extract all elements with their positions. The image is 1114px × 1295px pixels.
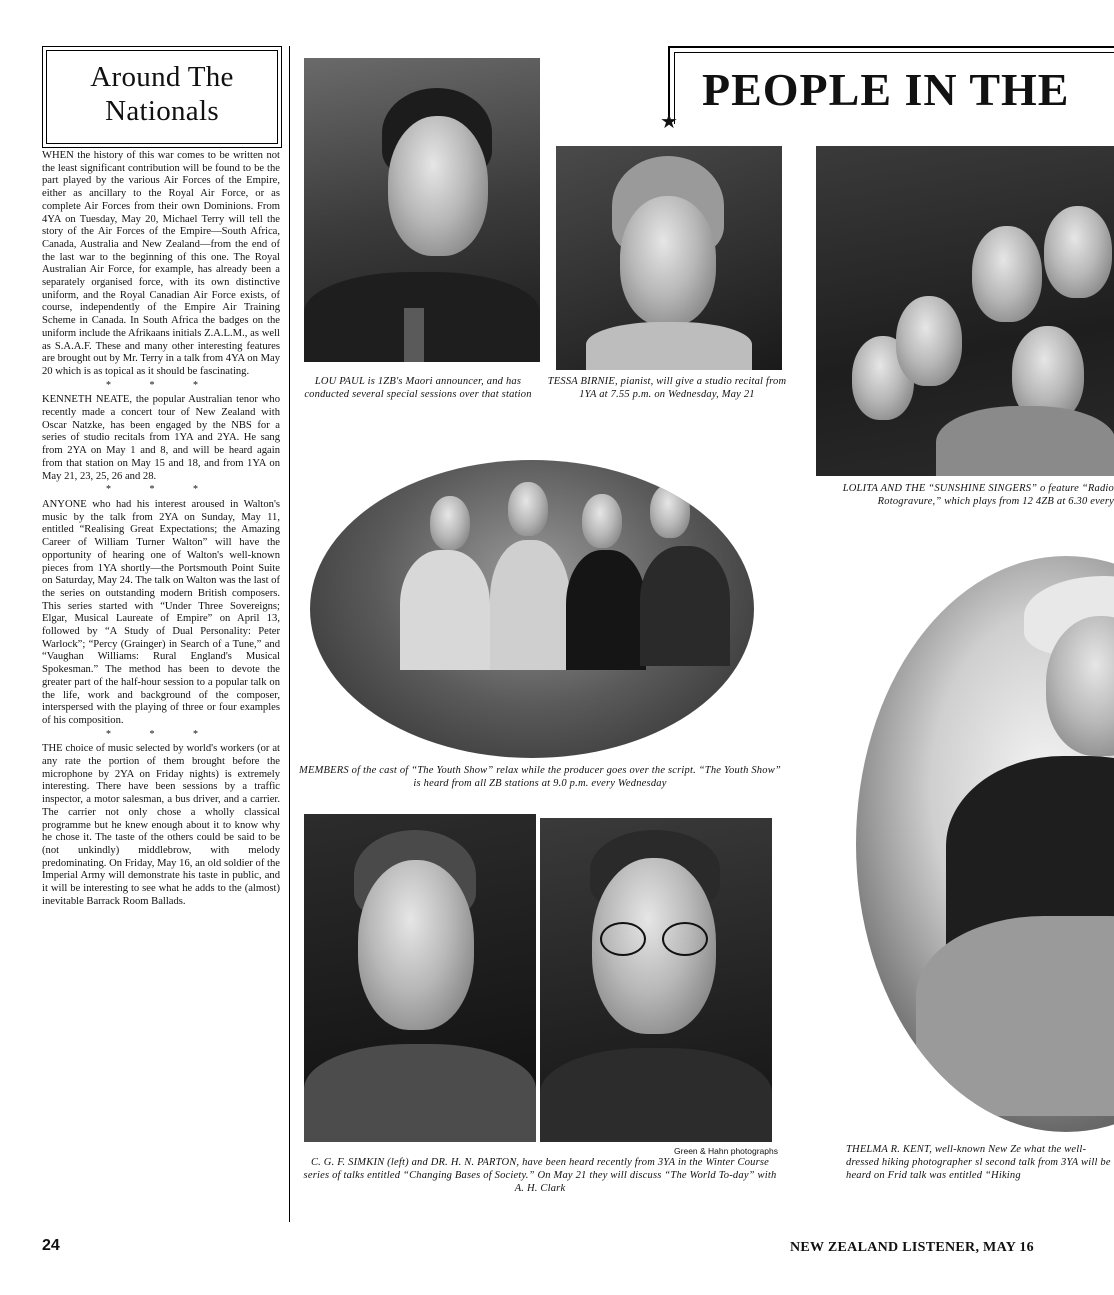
photo-thelma-kent-clip [850,556,1114,1132]
sidebar-title: Around The Nationals [90,61,234,127]
photo-parton [540,818,772,1142]
column-rule [289,46,290,1222]
photo-simkin [304,814,536,1142]
page-number: 24 [42,1237,60,1254]
separator: * * * [106,484,216,496]
separator: * * * [106,379,216,391]
sidebar-paragraph-4: THE choice of music selected by world's workers (or at any rate the portion of them brought before the microphone by 2YA on Friday nights) is extremely interesting. There have been sessions by a traffic inspector, a motor salesman, a bus driver, and a carrier. The carrier not only chose a wholly classical programme but he knew enough about it to know why he chose it. The taste of the others could be said to be (not unkindly) middlebrow, with melody predominating. On Friday, May 16, an old soldier of the Imperial Army will demonstrate his taste in public, and it will be interesting to see what he adds to the (almost) inevitable Barrack Room Ballads. [42,743,280,907]
photo-youth-show-cast [310,460,754,758]
column-rule [289,1150,290,1222]
sidebar-article [42,150,280,908]
separator: * * * [106,728,216,740]
publication-footer: NEW ZEALAND LISTENER, MAY 16 [790,1240,1034,1255]
caption-tessa-birnie: TESSA BIRNIE, pianist, will give a studio recital from 1YA at 7.55 p.m. on Wednesday, May 21 [547,376,787,400]
glasses-icon [600,922,710,954]
photo-tessa-birnie [556,146,782,370]
sidebar-title-box [42,46,282,148]
caption-youth-show: MEMBERS of the cast of “The Youth Show” relax while the producer goes over the script. “The Youth Show” is heard from all ZB stations at 9.0 p.m. every Wednesday [299,765,781,789]
sidebar-paragraph-2: KENNETH NEATE, the popular Australian tenor who recently made a concert tour of New Zealand with Oscar Natzke, has been engaged by the NBS for a series of studio recitals from 1YA and 2YA. He sang from 2YA on May 1 and 8, and will be heard again from that station on May 15 and 18, and from 1YA on May 21, 23, 25, 26 and 28. [42,394,280,482]
photo-credit: Green & Hahn photographs [674,1146,778,1156]
header-title: PEOPLE IN THE [702,64,1070,115]
caption-simkin-parton: C. G. F. SIMKIN (left) and DR. H. N. PARTON, have been heard recently from 3YA in the Winter Course series of talks entitled “Changing Bases of Society.” On May 21 they will discuss “The World To-day” with A. H. Clark [303,1157,777,1194]
sidebar-paragraph-3: ANYONE who had his interest aroused in Walton's music by the talk from 2YA on Sunday, May 11, entitled “Realising Great Expectations; the Amazing Career of William Turner Walton” will have the opportunity of hearing one of Walton's well-known pieces from 1YA shortly—the Portsmouth Point Suite on Saturday, May 24. The talk on Walton was the last of the series on outstanding modern British composers. This series started with “Under Three Sovereigns; Elgar, Musical Laureate of Empire” on April 13, followed by “A Study of Dual Personality: Peter Warlock”; “Percy (Grainger) in Search of a Tune,” and “Vaughan Williams: Rural England's Musical Spokesman.” The method has been to devote the greater part of the half-hour session to a popular talk on the life, work and background of the composer, interspersed with the playing of three or four examples of his composition. [42,498,280,726]
caption-lou-paul: LOU PAUL is 1ZB's Maori announcer, and has conducted several special sessions over that station [304,376,532,400]
caption-sunshine-singers: LOLITA AND THE “SUNSHINE SINGERS” o feature “Radio Rotogravure,” which plays from 12 4ZB at 6.30 every [842,483,1114,507]
photo-thelma-kent [856,556,1114,1132]
caption-thelma-kent: THELMA R. KENT, well-known New Ze what the well-dressed hiking photographer sl second talk from 3YA will be heard on Frid talk was entitled “Hiking [846,1144,1111,1181]
sidebar-paragraph-1: WHEN the history of this war comes to be written not the least significant contribution will be found to be the part played by the various Air Forces of the Empire, either as ancillary to the Royal Air Force, or as complete Air Forces from their own Dominions. From 4YA on Tuesday, May 20, Michael Terry will tell the story of the Air Forces of the Empire—South Africa, Canada, Australia and New Zealand—from the end of the last war to the beginning of this one. The Royal Australian Air Force, for example, has already been a separately organised force, with its own distinctive uniform, and the Royal Canadian Air Force exists, of course, independently of the Empire Air Training Scheme in Canada. In South Africa the badges on the uniform include the Afrikaans initials Z.A.L.M., as well as S.A.A.F. These and many other interesting features are brought out by Mr. Terry in a talk from 4YA on May 20 which is as topical as it should be fascinating. [42,150,280,377]
star-icon: ★ [660,111,678,133]
photo-sunshine-singers [816,146,1114,476]
photo-lou-paul [304,58,540,362]
